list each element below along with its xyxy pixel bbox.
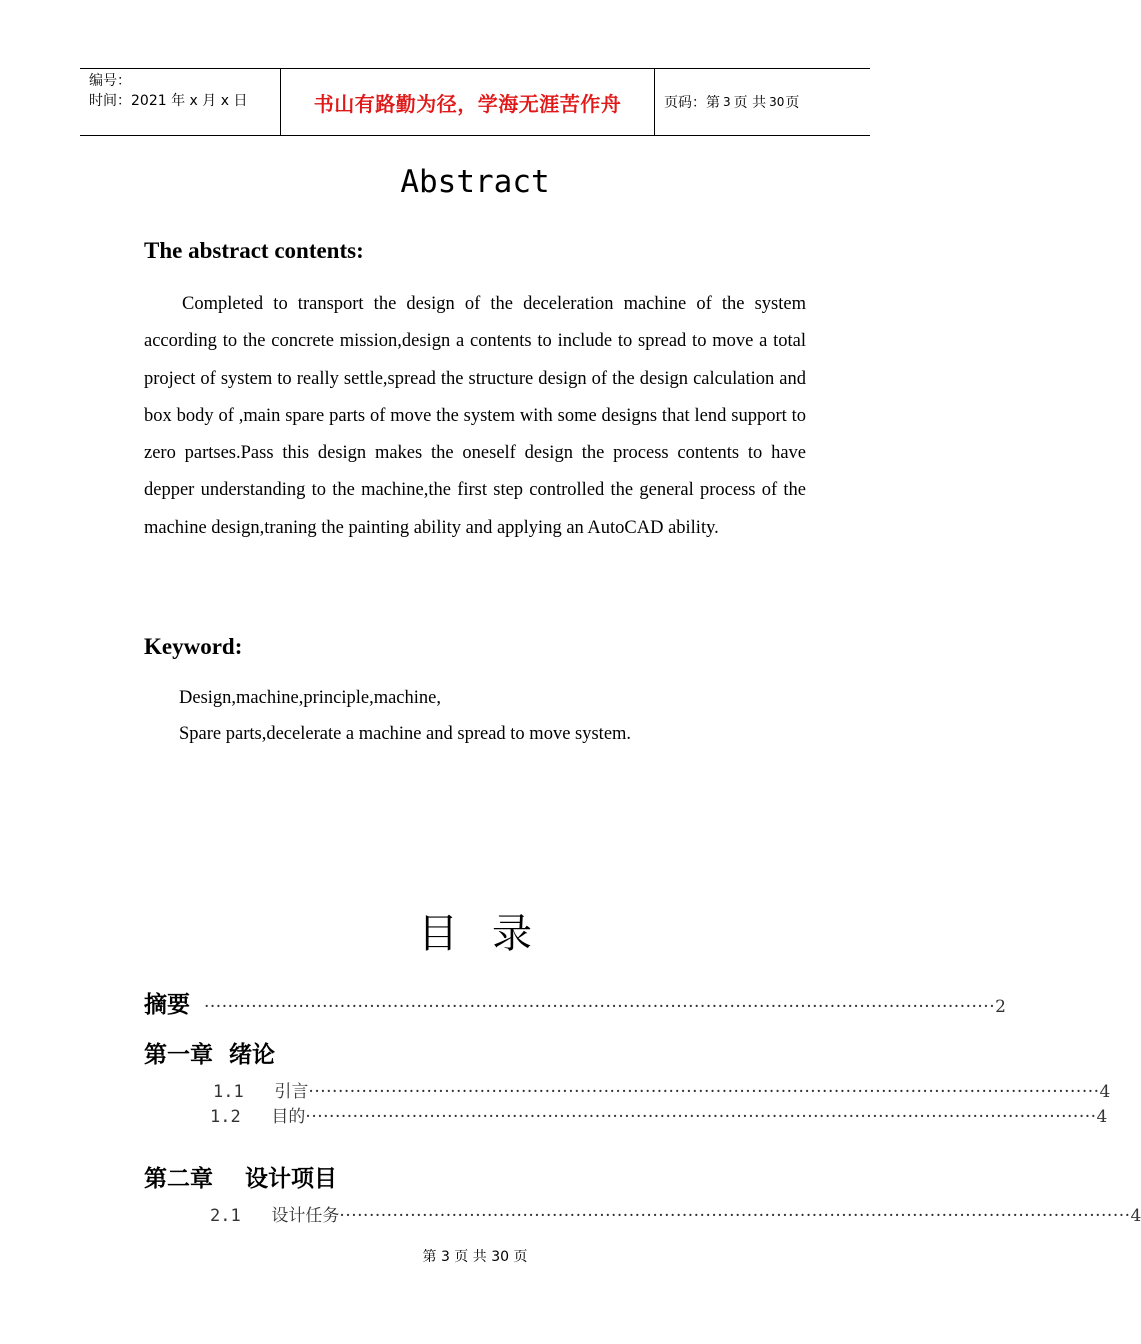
toc-chapter[interactable]: [144, 1036, 275, 1069]
page-total: 30: [769, 95, 785, 109]
toc-entry[interactable]: [144, 986, 1006, 1019]
toc-entry-page: 2: [995, 997, 1006, 1017]
header-meta: [80, 69, 281, 135]
toc-leader: ······································································································································: [339, 1206, 1131, 1226]
abstract-body: [144, 286, 806, 547]
time-label: 时间：2021 年 x 月 x 日: [89, 93, 248, 109]
toc-entry[interactable]: [210, 1201, 1141, 1226]
toc-entry-page: 4: [1096, 1107, 1108, 1127]
toc-entry-page: 4: [1130, 1206, 1141, 1226]
toc-leader: ······································································································································: [308, 1082, 1100, 1102]
header-page-info: [655, 69, 870, 135]
motto: 书山有路勤为径，学海无涯苦作舟: [313, 91, 622, 116]
abstract-title: Abstract: [400, 164, 550, 200]
header-table: [80, 68, 870, 136]
toc-title: 目录: [418, 911, 566, 957]
keyword-heading: Keyword:: [144, 634, 243, 659]
toc-chapter-label: 第二章 设计项目: [144, 1166, 338, 1192]
abstract-text: Completed to transport the design of the deceleration machine of the system according to the concrete mission,design a contents to include to spread to move a total project of system to really settle,spread the structure design of the design calculation and box body of ,main spare parts of move the system with some designs that lend support to zero partses.Pass this design makes the oneself design the process contents to have depper understanding to the machine,the first step controlled the general process of the machine design,traning the painting ability and applying an AutoCAD ability.: [144, 294, 806, 538]
page-footer: 第 3 页 共 30 页: [422, 1249, 528, 1265]
toc-entry[interactable]: [210, 1102, 1108, 1127]
abstract-heading: The abstract contents:: [144, 238, 364, 263]
toc-leader: ······································································································································: [204, 997, 996, 1017]
number-label: 编号：: [89, 73, 131, 89]
page-end: 页: [785, 95, 800, 111]
toc-entry-page: 4: [1099, 1082, 1111, 1102]
toc-entry-label: 2.1 设计任务: [210, 1206, 340, 1226]
header-motto-cell: [281, 69, 655, 135]
toc-leader: ······································································································································: [305, 1107, 1097, 1127]
toc-entry-label: 摘要: [144, 992, 190, 1018]
keyword-line-2: Spare parts,decelerate a machine and spread to move system.: [179, 724, 632, 744]
toc-entry-label: 1.1 引言: [213, 1082, 309, 1102]
page-current: 3: [723, 95, 731, 109]
keyword-line-1: Design,machine,principle,machine,: [179, 688, 441, 708]
toc-entry-label: 1.2 目的: [210, 1107, 306, 1127]
toc-chapter[interactable]: [144, 1160, 337, 1193]
page-label: 页码：第: [664, 95, 720, 111]
toc-chapter-label: 第一章 绪论: [144, 1042, 276, 1068]
page-mid: 页 共: [733, 95, 767, 111]
toc-entry[interactable]: [213, 1077, 1111, 1102]
